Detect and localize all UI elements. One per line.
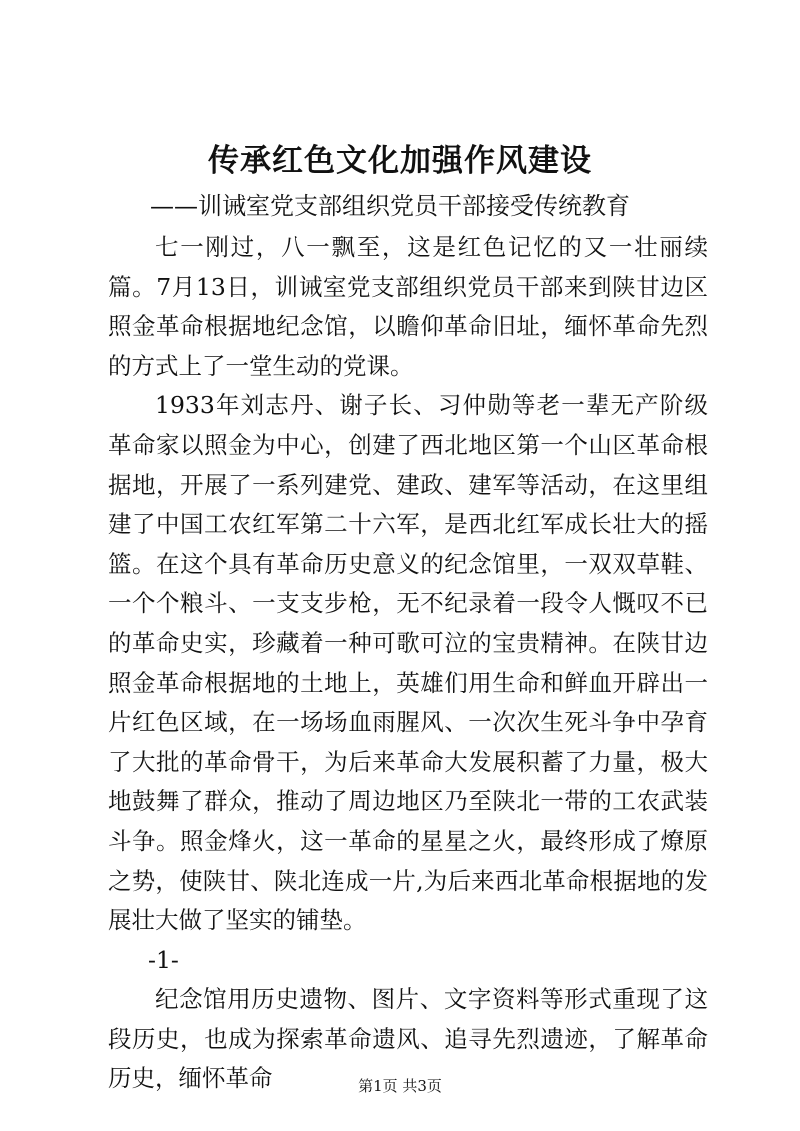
inline-page-marker: -1- bbox=[148, 945, 179, 974]
paragraph-intro: 七一刚过，八一飘至，这是红色记忆的又一壮丽续篇。7月13日，训诫室党支部组织党员干部来到陕甘边区照金革命根据地纪念馆，以瞻仰革命旧址，缅怀革命先烈的方式上了一堂生动的党课。 bbox=[108, 233, 708, 380]
document-title: 传承红色文化加强作风建设 bbox=[208, 143, 592, 179]
paragraph-museum: 纪念馆用历史遗物、图片、文字资料等形式重现了这段历史，也成为探索革命遗风、追寻先烈遗迹，了解革命历史，缅怀革命 bbox=[108, 985, 708, 1093]
page-footer: 第1页 共3页 bbox=[358, 1077, 442, 1095]
document-subtitle: ——训诫室党支部组织党员干部接受传统教育 bbox=[150, 192, 630, 220]
document-body bbox=[108, 228, 708, 1099]
paragraph-history: 1933年刘志丹、谢子长、习仲勋等老一辈无产阶级革命家以照金为中心，创建了西北地区第一个山区革命根据地，开展了一系列建党、建政、建军等活动，在这里组建了中国工农红军第二十六军，是西北红军成长壮大的摇篮。在这个具有革命历史意义的纪念馆里，一双双草鞋、一个个粮斗、一支支步枪，无不纪录着一段令人慨叹不已的革命史实，珍藏着一种可歌可泣的宝贵精神。在陕甘边照金革命根据地的土地上，英雄们用生命和鲜血开辟出一片红色区域，在一场场血雨腥风、一次次生死斗争中孕育了大批的革命骨干，为后来革命大发展积蓄了力量，极大地鼓舞了群众，推动了周边地区乃至陕北一带的工农武装斗争。照金烽火，这一革命的星星之火，最终形成了燎原之势，使陕甘、陕北连成一片,为后来西北革命根据地的发展壮大做了坚实的铺垫。 bbox=[108, 391, 708, 935]
